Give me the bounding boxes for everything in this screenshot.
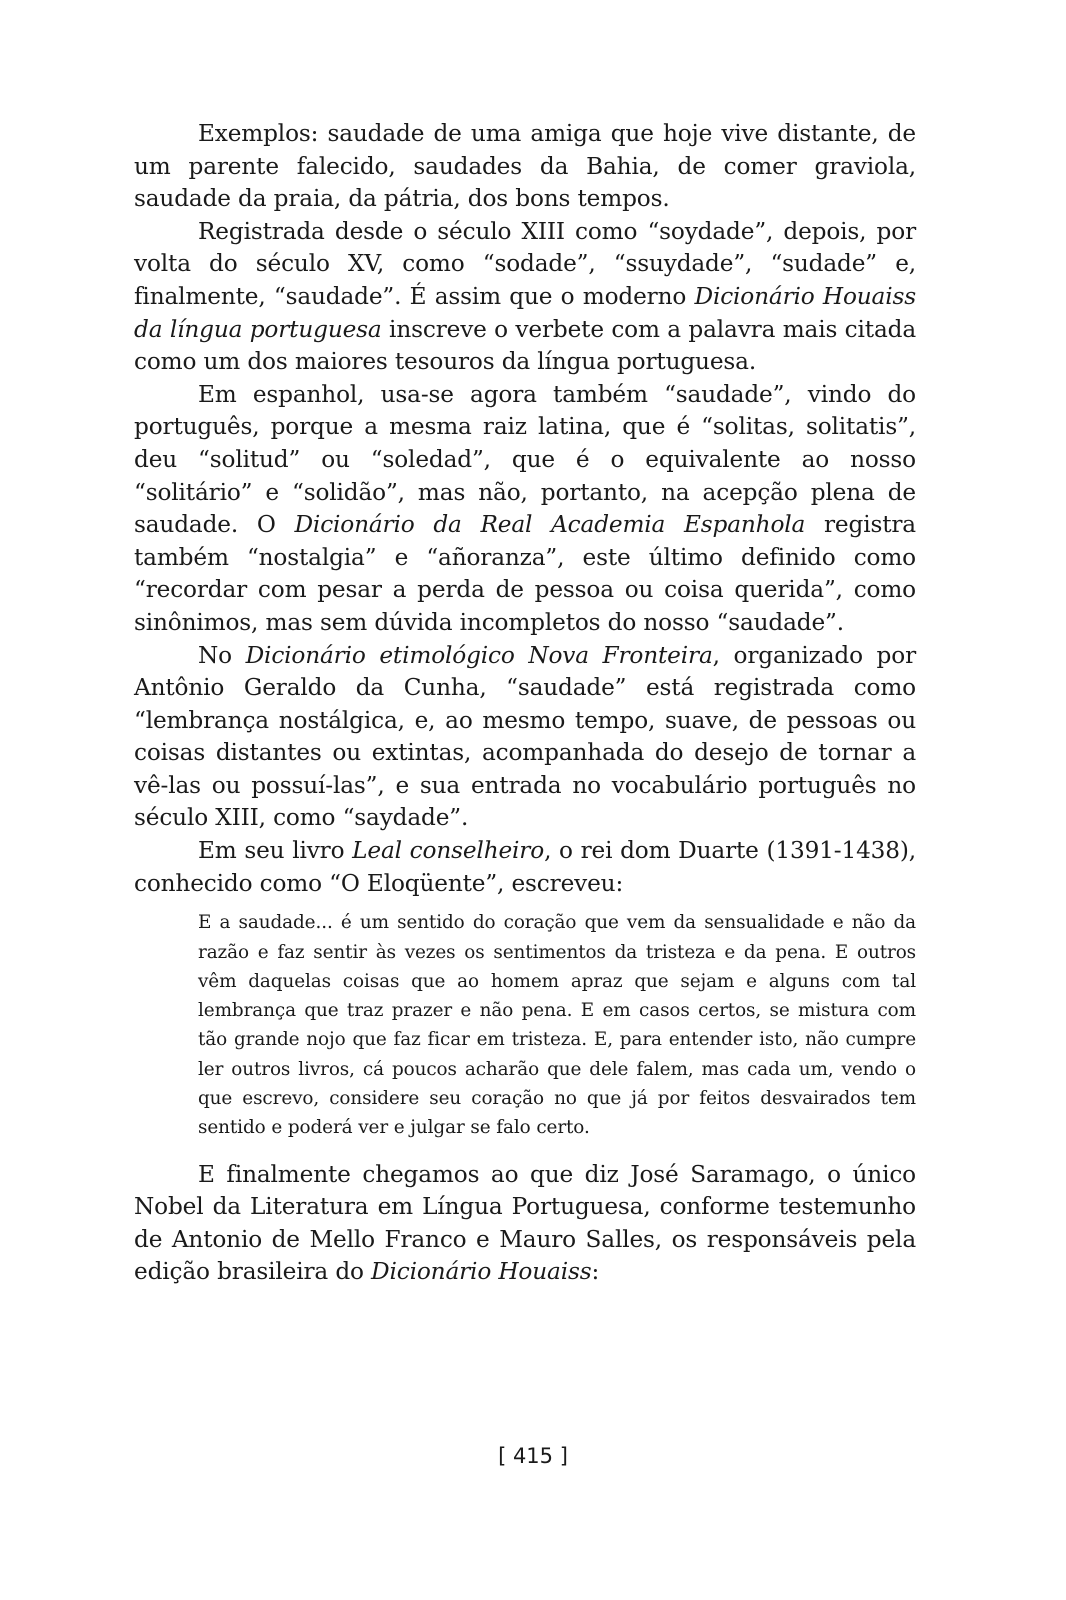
paragraph-text: Exemplos: saudade de uma amiga que hoje vive distante, de um parente falecido, saudades da Bahia, de comer graviola, saudade da praia, da pátria, dos bons tempos. <box>134 120 916 213</box>
paragraph-duarte <box>134 835 916 900</box>
page-number: [ 415 ] <box>498 1444 568 1468</box>
paragraph-registration <box>134 216 916 379</box>
paragraph-text: E finalmente chegamos ao que diz José Saramago, o único Nobel da Literatura em Língua Portuguesa, conforme testemunho de Antonio de Mello Franco e Mauro Salles, os responsáveis pela edição brasileira do <box>134 1160 916 1286</box>
paragraph-text: inscreve o verbete com a palavra mais citada como um dos maiores tesouros da língua portuguesa. <box>134 315 916 376</box>
book-title: Dicionário etimológico Nova Fronteira <box>245 641 713 669</box>
page-body <box>134 118 916 1289</box>
paragraph-etymology <box>134 640 916 836</box>
paragraph-text: No <box>198 641 246 669</box>
book-title: Dicionário da Real Academia Espanhola <box>294 511 806 539</box>
paragraph-text: , o rei dom Duarte (1391-1438), conhecido como “O Eloqüente”, escreveu: <box>134 837 916 897</box>
book-title: Dicionário Houaiss <box>371 1258 592 1286</box>
paragraph-text: Em seu livro <box>198 837 353 865</box>
book-title: Leal conselheiro <box>352 837 545 865</box>
paragraph-saramago <box>134 1159 916 1289</box>
paragraph-text: , organizado por Antônio Geraldo da Cunha, “saudade” está registrada como “lembrança nostálgica, e, ao mesmo tempo, suave, de pessoas ou coisas distantes ou extintas, acompanhada do desejo de tornar a vê-las ou possuí-las”, e sua entrada no vocabulário português no século XIII, como “saydade”. <box>134 641 916 832</box>
paragraph-examples <box>134 118 916 216</box>
book-title: Dicionário Houaiss da língua portuguesa <box>134 282 916 343</box>
block-quote: E a saudade... é um sentido do coração que vem da sensualidade e não da razão e faz sentir às vezes os sentimentos da tristeza e da pena. E outros vêm daquelas coisas que ao homem apraz que sejam e alguns com tal lembrança que traz prazer e não pena. E em casos certos, se mistura com tão grande nojo que faz ficar em tristeza. E, para entender isto, não cumpre ler outros livros, cá poucos acharão que dele falem, mas cada um, vendo o que escrevo, considere seu coração no que já por feitos desvairados tem sentido e poderá ver e julgar se falo certo. <box>198 912 916 1139</box>
paragraph-text: : <box>591 1258 600 1286</box>
paragraph-text: Registrada desde o século XIII como “soydade”, depois, por volta do século XV, como “sodade”, “ssuydade”, “sudade” e, finalmente, “saudade”. É assim que o moderno <box>134 217 916 310</box>
paragraph-text: registra também “nostalgia” e “añoranza”, este último definido como “recordar com pesar a perda de pessoa ou coisa querida”, como sinônimos, mas sem dúvida incompletos do nosso “saudade”. <box>134 511 916 636</box>
paragraph-spanish <box>134 379 916 640</box>
paragraph-text: Em espanhol, usa-se agora também “saudade”, vindo do português, porque a mesma raiz latina, que é “solitas, solitatis”, deu “solitud” ou “soledad”, que é o equivalente ao nosso “solitário” e “solidão”, mas não, portanto, na acepção plena de saudade. O <box>134 380 916 539</box>
